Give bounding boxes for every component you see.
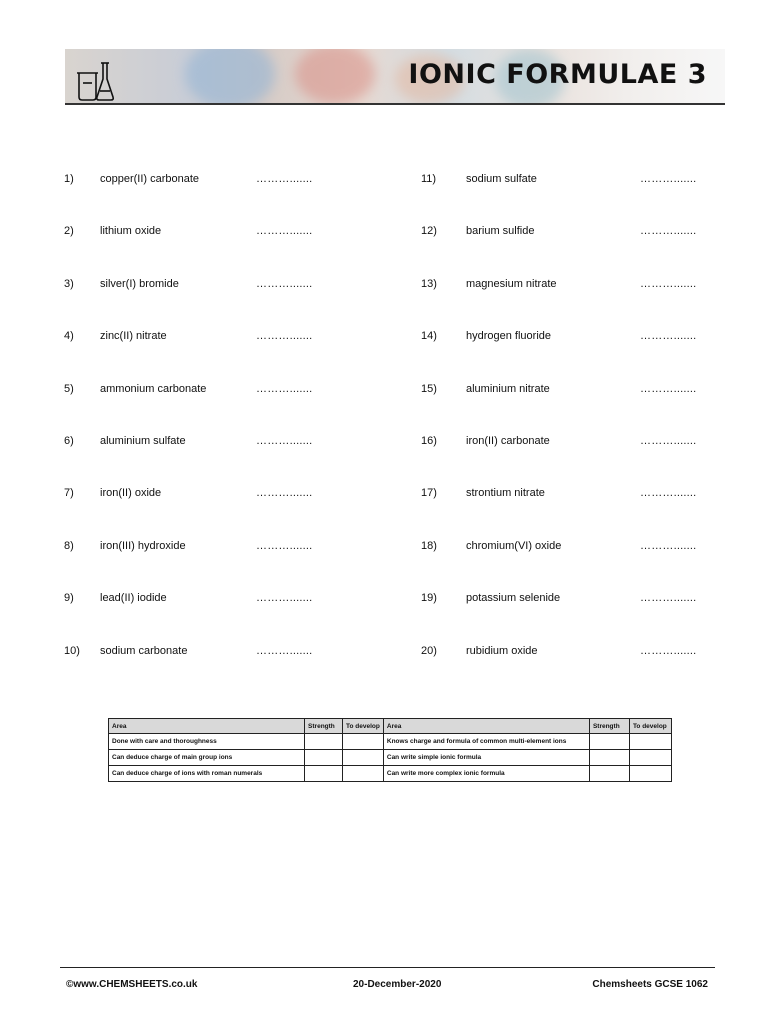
answer-field[interactable]: ……….......	[640, 435, 697, 447]
answer-field[interactable]: ……….......	[640, 173, 697, 185]
answer-field[interactable]: ……….......	[640, 487, 697, 499]
question-number: 11)	[421, 173, 437, 185]
question-number: 15)	[421, 383, 437, 395]
compound-name: chromium(VI) oxide	[466, 540, 562, 552]
to-develop-cell[interactable]	[629, 734, 671, 750]
lab-glassware-icon	[73, 57, 117, 103]
column-header: Strength	[305, 719, 343, 734]
page-title: IONIC FORMULAE 3	[408, 59, 707, 90]
column-header: Area	[109, 719, 305, 734]
answer-field[interactable]: ……….......	[256, 278, 313, 290]
column-header: Area	[383, 719, 589, 734]
answer-field[interactable]: ……….......	[256, 383, 313, 395]
compound-name: copper(II) carbonate	[100, 173, 200, 185]
skills-table-header	[109, 719, 672, 734]
banner-decoration	[185, 49, 275, 105]
to-develop-cell[interactable]	[343, 766, 384, 782]
answer-field[interactable]: ……….......	[640, 383, 697, 395]
question-number: 4)	[64, 330, 74, 342]
question-number: 14)	[421, 330, 437, 342]
compound-name: iron(II) oxide	[100, 487, 162, 499]
strength-cell[interactable]	[589, 750, 629, 766]
answer-field[interactable]: ……….......	[640, 645, 697, 657]
compound-name: barium sulfide	[466, 225, 535, 237]
table-row	[109, 734, 672, 750]
footer-rule	[60, 967, 715, 968]
answer-field[interactable]: ……….......	[640, 592, 697, 604]
answer-field[interactable]: ……….......	[640, 225, 697, 237]
footer-reference: Chemsheets GCSE 1062	[592, 979, 708, 990]
compound-name: hydrogen fluoride	[466, 330, 552, 342]
to-develop-cell[interactable]	[343, 734, 384, 750]
question-number: 2)	[64, 225, 74, 237]
skill-area: Can deduce charge of ions with roman numerals	[109, 766, 305, 782]
to-develop-cell[interactable]	[629, 766, 671, 782]
compound-name: magnesium nitrate	[466, 278, 557, 290]
compound-name: lithium oxide	[100, 225, 162, 237]
answer-field[interactable]: ……….......	[256, 173, 313, 185]
strength-cell[interactable]	[305, 734, 343, 750]
strength-cell[interactable]	[589, 766, 629, 782]
footer-date: 20-December-2020	[353, 979, 442, 990]
answer-field[interactable]: ……….......	[640, 540, 697, 552]
compound-name: lead(II) iodide	[100, 592, 167, 604]
answer-field[interactable]: ……….......	[256, 225, 313, 237]
question-number: 16)	[421, 435, 437, 447]
skills-table	[108, 718, 672, 782]
skill-area: Knows charge and formula of common multi-element ions	[383, 734, 589, 750]
question-number: 12)	[421, 225, 437, 237]
question-number: 13)	[421, 278, 437, 290]
column-header: To develop	[343, 719, 384, 734]
question-number: 20)	[421, 645, 437, 657]
question-number: 19)	[421, 592, 437, 604]
question-number: 10)	[64, 645, 80, 657]
skill-area: Can deduce charge of main group ions	[109, 750, 305, 766]
compound-name: strontium nitrate	[466, 487, 545, 499]
compound-name: rubidium oxide	[466, 645, 538, 657]
answer-field[interactable]: ……….......	[640, 278, 697, 290]
skill-area: Can write simple ionic formula	[383, 750, 589, 766]
question-number: 5)	[64, 383, 74, 395]
compound-name: ammonium carbonate	[100, 383, 207, 395]
compound-name: aluminium sulfate	[100, 435, 186, 447]
answer-field[interactable]: ……….......	[256, 487, 313, 499]
column-header: To develop	[629, 719, 671, 734]
answer-field[interactable]: ……….......	[256, 435, 313, 447]
strength-cell[interactable]	[589, 734, 629, 750]
to-develop-cell[interactable]	[343, 750, 384, 766]
compound-name: aluminium nitrate	[466, 383, 550, 395]
table-row	[109, 750, 672, 766]
compound-name: zinc(II) nitrate	[100, 330, 167, 342]
compound-name: iron(II) carbonate	[466, 435, 550, 447]
answer-field[interactable]: ……….......	[640, 330, 697, 342]
compound-name: silver(I) bromide	[100, 278, 179, 290]
strength-cell[interactable]	[305, 750, 343, 766]
header-rule	[65, 103, 725, 105]
to-develop-cell[interactable]	[629, 750, 671, 766]
question-number: 9)	[64, 592, 74, 604]
answer-field[interactable]: ……….......	[256, 645, 313, 657]
answer-field[interactable]: ……….......	[256, 592, 313, 604]
answer-field[interactable]: ……….......	[256, 540, 313, 552]
skill-area: Can write more complex ionic formula	[383, 766, 589, 782]
question-number: 6)	[64, 435, 74, 447]
skill-area: Done with care and thoroughness	[109, 734, 305, 750]
answer-field[interactable]: ……….......	[256, 330, 313, 342]
compound-name: sodium sulfate	[466, 173, 537, 185]
banner-decoration	[295, 49, 375, 104]
compound-name: potassium selenide	[466, 592, 561, 604]
question-number: 18)	[421, 540, 437, 552]
column-header: Strength	[589, 719, 629, 734]
strength-cell[interactable]	[305, 766, 343, 782]
compound-name: sodium carbonate	[100, 645, 188, 657]
question-number: 1)	[64, 173, 74, 185]
header-banner	[65, 49, 725, 105]
question-number: 8)	[64, 540, 74, 552]
question-number: 7)	[64, 487, 74, 499]
table-row	[109, 766, 672, 782]
question-number: 17)	[421, 487, 437, 499]
footer-website[interactable]: ©www.CHEMSHEETS.co.uk	[66, 979, 198, 990]
question-number: 3)	[64, 278, 74, 290]
compound-name: iron(III) hydroxide	[100, 540, 186, 552]
